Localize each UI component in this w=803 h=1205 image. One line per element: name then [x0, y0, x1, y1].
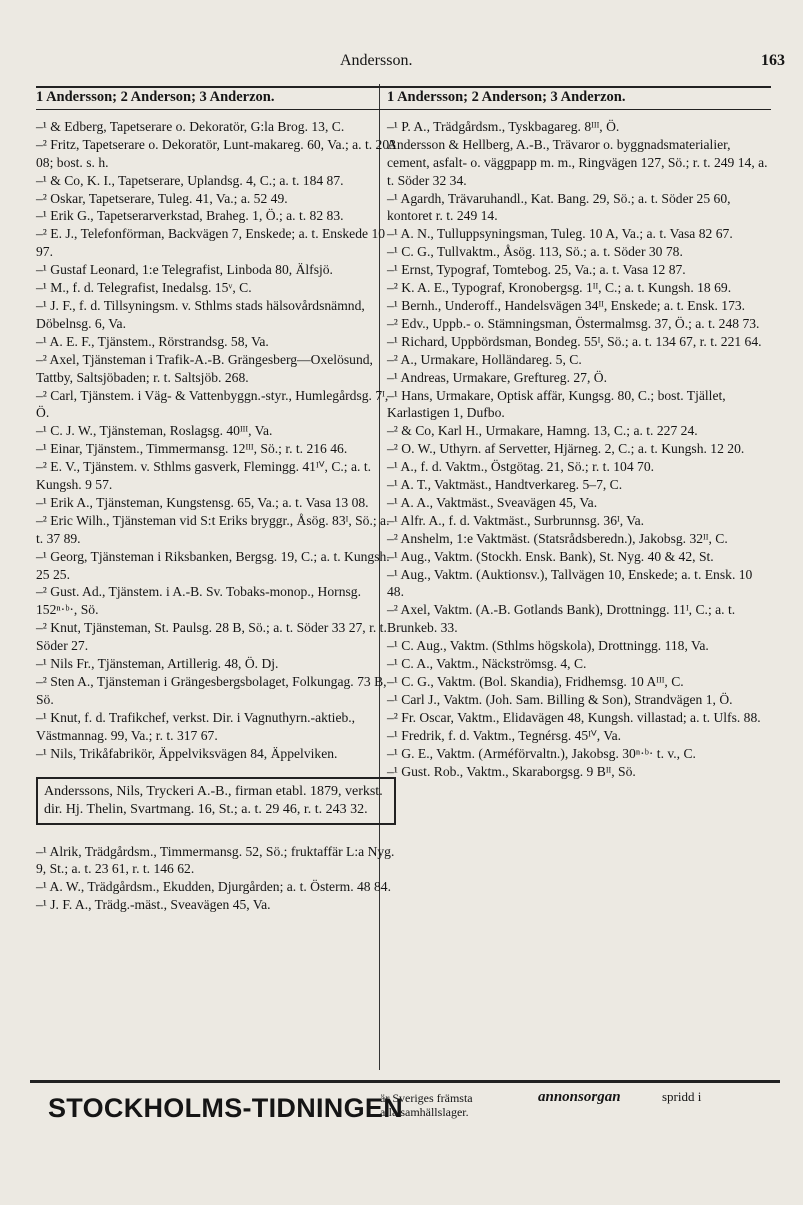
boxed-advertisement: Anderssons, Nils, Tryckeri A.-B., firman etabl. 1879, verkst. dir. Hj. Thelin, Svartmang. 16, St.; a. t. 29 46, r. t. 243 32. — [36, 777, 396, 825]
directory-entry: –² Knut, Tjänsteman, St. Paulsg. 28 B, Sö.; a. t. Söder 33 27, r. t. Söder 27. — [36, 620, 387, 654]
page-title: Andersson. — [340, 52, 413, 69]
directory-entry: –¹ Ernst, Typograf, Tomtebog. 25, Va.; a. t. Vasa 12 87. — [387, 262, 686, 278]
directory-entry: –¹ A. N., Tulluppsyningsman, Tuleg. 10 A, Va.; a. t. Vasa 82 67. — [387, 226, 733, 242]
directory-entry: –² Fritz, Tapetserare o. Dekoratör, Lunt-makareg. 60, Va.; a. t. 203 08; bost. s. h. — [36, 136, 396, 170]
banner-newspaper-name: STOCKHOLMS-TIDNINGEN — [48, 1093, 403, 1123]
left-entries-before-box — [36, 118, 396, 763]
directory-entry: Andersson & Hellberg, A.-B., Trävaror o. byggnadsmaterialier, cement, asfalt- o. väggpapp m. m., Ringvägen 127, Sö.; r. t. 249 14, a. t. Söder 32 34. — [387, 136, 768, 188]
directory-entry: –² Carl, Tjänstem. i Väg- & Vattenbyggn.-styr., Humlegårdsg. 7ᴵ, Ö. — [36, 387, 389, 421]
directory-entry: –² Edv., Uppb.- o. Stämningsman, Östermalmsg. 37, Ö.; a. t. 248 73. — [387, 315, 760, 331]
directory-entry: –¹ J. F. A., Trädg.-mäst., Sveavägen 45, Va. — [36, 897, 271, 913]
directory-entry: –² Axel, Tjänsteman i Trafik-A.-B. Grängesberg—Oxelösund, Tattby, Saltsjöbaden; r. t. Saltsjöb. 268. — [36, 351, 373, 385]
directory-entry: –¹ Knut, f. d. Trafikchef, verkst. Dir. i Vagnuthyrn.-aktieb., Västmannag. 99, Va.; r. t. 317 67. — [36, 709, 356, 743]
right-column-heading: 1 Andersson; 2 Anderson; 3 Anderzon. — [387, 86, 771, 110]
directory-entry: –² Gust. Ad., Tjänstem. i A.-B. Sv. Tobaks-monop., Hornsg. 152ⁿ·ᵇ·, Sö. — [36, 584, 361, 618]
directory-entry: –² A., Urmakare, Holländareg. 5, C. — [387, 351, 582, 367]
directory-entry: –¹ Nils Fr., Tjänsteman, Artillerig. 48, Ö. Dj. — [36, 656, 279, 672]
directory-entry: –² Eric Wilh., Tjänsteman vid S:t Eriks bryggr., Åsög. 83ᴵ, Sö.; a. t. 37 89. — [36, 512, 390, 546]
page-number: 163 — [761, 52, 785, 69]
banner-subtext-line1: är Sveriges främsta — [380, 1091, 473, 1105]
banner-italic-word: annonsorgan — [538, 1089, 621, 1105]
directory-entry: –¹ Aug., Vaktm. (Stockh. Ensk. Bank), St. Nyg. 40 & 42, St. — [387, 548, 714, 564]
directory-entry: –¹ A. E. F., Tjänstem., Rörstrandsg. 58, Va. — [36, 333, 269, 349]
directory-entry: –¹ Agardh, Trävaruhandl., Kat. Bang. 29, Sö.; a. t. Söder 25 60, kontoret r. t. 249 14. — [387, 190, 731, 224]
directory-entry: –¹ C. G., Tullvaktm., Åsög. 113, Sö.; a. t. Söder 30 78. — [387, 244, 683, 260]
directory-entry: –² Fr. Oscar, Vaktm., Elidavägen 48, Kungsh. villastad; a. t. Ulfs. 88. — [387, 709, 761, 725]
directory-entry: –² E. J., Telefonförman, Backvägen 7, Enskede; a. t. Enskede 10 97. — [36, 226, 386, 260]
directory-entry: –¹ Erik A., Tjänsteman, Kungstensg. 65, Va.; a. t. Vasa 13 08. — [36, 494, 369, 510]
directory-entry: –² E. V., Tjänstem. v. Sthlms gasverk, Flemingg. 41ᴵⱽ, C.; a. t. Kungsh. 9 57. — [36, 459, 371, 493]
directory-entry: –¹ P. A., Trädgårdsm., Tyskbagareg. 8ᴵᴵᴵ, Ö. — [387, 118, 620, 134]
directory-entry: –¹ Fredrik, f. d. Vaktm., Tegnérsg. 45ᴵⱽ, Va. — [387, 727, 622, 743]
directory-entry: –² K. A. E., Typograf, Kronobergsg. 1ᴵᴵ, C.; a. t. Kungsh. 18 69. — [387, 280, 732, 296]
directory-entry: –¹ M., f. d. Telegrafist, Inedalsg. 15ᵛ, C. — [36, 280, 252, 296]
directory-entry: –¹ Gustaf Leonard, 1:e Telegrafist, Linboda 80, Älfsjö. — [36, 262, 333, 278]
directory-entry: –² Oskar, Tapetserare, Tuleg. 41, Va.; a. 52 49. — [36, 190, 288, 206]
left-column-heading: 1 Andersson; 2 Anderson; 3 Anderzon. — [36, 86, 396, 110]
banner-end-text: spridd i — [662, 1089, 702, 1104]
directory-entry: –¹ A. T., Vaktmäst., Handtverkareg. 5–7, C. — [387, 477, 623, 493]
directory-entry: –² & Co, Karl H., Urmakare, Hamng. 13, C.; a. t. 227 24. — [387, 423, 698, 439]
advertisement-banner — [30, 1080, 780, 1131]
directory-entry: –¹ G. E., Vaktm. (Arméförvaltn.), Jakobsg. 30ⁿ·ᵇ· t. v., C. — [387, 745, 696, 761]
directory-entry: –² Sten A., Tjänsteman i Grängesbergsbolaget, Folkungag. 73 B, Sö. — [36, 674, 387, 707]
banner-subtext-line2: alla samhällslager. — [380, 1105, 469, 1119]
directory-entry: –¹ C. A., Vaktm., Näckströmsg. 4, C. — [387, 656, 587, 672]
directory-entry: –² O. W., Uthyrn. af Servetter, Hjärneg. 2, C.; a. t. Kungsh. 12 20. — [387, 441, 745, 457]
directory-entry: –² Axel, Vaktm. (A.-B. Gotlands Bank), Drottningg. 11ᴵ, C.; a. t. Brunkeb. 33. — [387, 602, 736, 636]
directory-entry: –¹ Andreas, Urmakare, Greftureg. 27, Ö. — [387, 369, 607, 385]
directory-entry: –¹ Aug., Vaktm. (Auktionsv.), Tallvägen 10, Enskede; a. t. Ensk. 10 48. — [387, 566, 753, 600]
directory-entry: –¹ & Edberg, Tapetserare o. Dekoratör, G:la Brog. 13, C. — [36, 118, 345, 134]
running-head — [0, 52, 803, 74]
left-entries-after-box — [36, 843, 396, 915]
directory-entry: –¹ & Co, K. I., Tapetserare, Uplandsg. 4, C.; a. t. 184 87. — [36, 172, 344, 188]
directory-entry: –¹ A. W., Trädgårdsm., Ekudden, Djurgården; a. t. Österm. 48 84. — [36, 879, 391, 895]
directory-entry: –¹ C. G., Vaktm. (Bol. Skandia), Fridhemsg. 10 Aᴵᴵᴵ, C. — [387, 674, 684, 689]
directory-entry: –² Anshelm, 1:e Vaktmäst. (Statsrådsberedn.), Jakobsg. 32ᴵᴵ, C. — [387, 530, 728, 546]
directory-entry: –¹ Richard, Uppbördsman, Bondeg. 55ᴵ, Sö.; a. t. 134 67, r. t. 221 64. — [387, 333, 762, 349]
directory-entry: –¹ C. Aug., Vaktm. (Sthlms högskola), Drottningg. 118, Va. — [387, 638, 709, 654]
directory-entry: –¹ J. F., f. d. Tillsyningsm. v. Sthlms stads hälsovårdsnämnd, Döbelnsg. 6, Va. — [36, 297, 365, 331]
directory-entry: –¹ Alfr. A., f. d. Vaktmäst., Surbrunnsg. 36ᴵ, Va. — [387, 512, 645, 528]
right-column — [387, 86, 771, 780]
directory-entry: –¹ A., f. d. Vaktm., Östgötag. 21, Sö.; r. t. 104 70. — [387, 459, 655, 475]
directory-entry: –¹ Carl J., Vaktm. (Joh. Sam. Billing & Son), Strandvägen 1, Ö. — [387, 691, 733, 707]
left-column — [36, 86, 396, 914]
directory-entry: –¹ C. J. W., Tjänsteman, Roslagsg. 40ᴵᴵᴵ, Va. — [36, 423, 273, 439]
directory-entry: –¹ Gust. Rob., Vaktm., Skaraborgsg. 9 Bᴵᴵ, Sö. — [387, 763, 636, 779]
directory-entry: –¹ Bernh., Underoff., Handelsvägen 34ᴵᴵ, Enskede; a. t. Ensk. 173. — [387, 297, 746, 313]
banner-subtext — [380, 1091, 473, 1119]
directory-entry: –¹ A. A., Vaktmäst., Sveavägen 45, Va. — [387, 494, 598, 510]
directory-entry: –¹ Nils, Trikåfabrikör, Äppelviksvägen 84, Äppelviken. — [36, 745, 338, 761]
directory-entry: –¹ Hans, Urmakare, Optisk affär, Kungsg. 80, C.; bost. Tjället, Karlastigen 1, Dufbo. — [387, 387, 726, 421]
directory-entry: –¹ Georg, Tjänsteman i Riksbanken, Bergsg. 19, C.; a. t. Kungsh. 25 25. — [36, 548, 390, 582]
directory-entry: –¹ Erik G., Tapetserarverkstad, Braheg. 1, Ö.; a. t. 82 83. — [36, 208, 344, 224]
directory-entry: –¹ Alrik, Trädgårdsm., Timmermansg. 52, Sö.; fruktaffär L:a Nyg. 9, St.; a. t. 23 61, r. t. 146 62. — [36, 843, 395, 877]
directory-entry: –¹ Einar, Tjänstem., Timmermansg. 12ᴵᴵᴵ, Sö.; r. t. 216 46. — [36, 441, 348, 457]
